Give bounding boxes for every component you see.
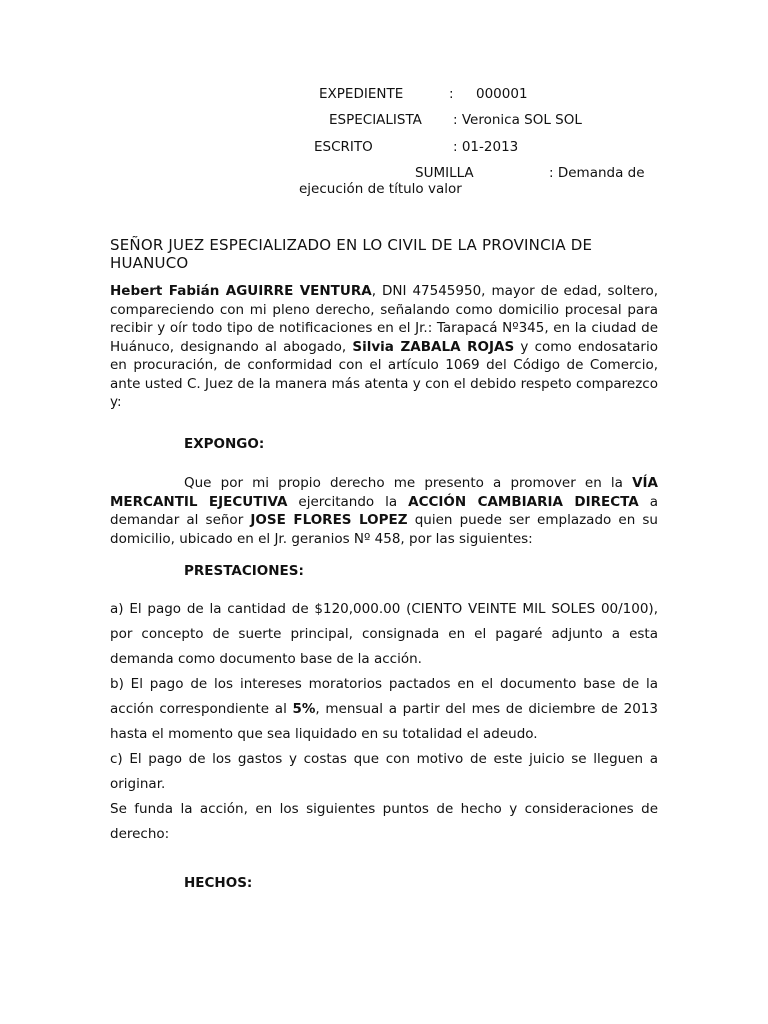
via-mercantil: VÍA MERCANTIL EJECUTIVA bbox=[110, 475, 658, 510]
interest-rate: 5% bbox=[292, 701, 316, 717]
document-title: SEÑOR JUEZ ESPECIALIZADO EN LO CIVIL DE LA PROVINCIA DE HUANUCO bbox=[110, 236, 593, 272]
defendant-name: JOSE FLORES LOPEZ bbox=[250, 512, 408, 528]
hechos-heading: HECHOS: bbox=[184, 875, 253, 891]
accion-cambiaria: ACCIÓN CAMBIARIA DIRECTA bbox=[408, 493, 639, 510]
funda-paragraph: Se funda la acción, en los siguientes puntos de hecho y consideraciones de derecho: bbox=[110, 801, 658, 842]
sumilla-continuation: ejecución de título valor bbox=[299, 181, 462, 197]
prestacion-c: c) El pago de los gastos y costas que con motivo de este juicio se lleguen a originar. bbox=[110, 751, 658, 792]
expongo-paragraph bbox=[110, 474, 658, 548]
prestaciones-heading: PRESTACIONES: bbox=[184, 563, 304, 579]
especialista-label: ESPECIALISTA bbox=[329, 112, 422, 128]
intro-text-1: , DNI 47545950, mayor de edad, soltero, compareciendo con mi pleno derecho, señalando como domicilio procesal para recibir y oír todo tipo de notificaciones en el Jr.: Tarapacá Nº345, en la ciudad de Huánuco, designando al abogado, bbox=[110, 283, 658, 355]
expediente-value: 000001 bbox=[476, 86, 528, 102]
lawyer-name: Silvia ZABALA ROJAS bbox=[352, 338, 515, 355]
expongo-text-3: a demandar al señor bbox=[110, 493, 658, 528]
sumilla-label: SUMILLA bbox=[415, 165, 474, 181]
expediente-separator: : bbox=[449, 86, 454, 102]
escrito-value: : 01-2013 bbox=[453, 139, 519, 155]
expongo-heading: EXPONGO: bbox=[184, 436, 265, 452]
plaintiff-first-name: Hebert Fabián bbox=[110, 283, 226, 299]
prestacion-b bbox=[110, 672, 658, 747]
plaintiff-last-name: AGUIRRE VENTURA bbox=[225, 283, 372, 299]
escrito-label: ESCRITO bbox=[314, 139, 373, 155]
expediente-label: EXPEDIENTE bbox=[319, 86, 404, 102]
prestacion-a: a) El pago de la cantidad de $120,000.00 (CIENTO VEINTE MIL SOLES 00/100), por concepto de suerte principal, consignada en el pagaré adjunto a esta demanda como documento base de la acción. bbox=[110, 601, 658, 667]
expongo-text-2: ejercitando la bbox=[287, 493, 409, 510]
intro-text-2: y como endosatario en procuración, de conformidad con el artículo 1069 del Código de Comercio, ante usted C. Juez de la manera más atenta y con el debido respeto comparezco y: bbox=[110, 338, 658, 410]
expongo-text-1: Que por mi propio derecho me presento a promover en la bbox=[184, 475, 633, 491]
especialista-value: : Veronica SOL SOL bbox=[453, 112, 582, 128]
intro-paragraph bbox=[110, 282, 658, 412]
prestacion-b-text-1: b) El pago de los intereses moratorios pactados en el documento base de la acción correspondiente al bbox=[110, 676, 658, 717]
expongo-text-4: quien puede ser emplazado en su domicilio, ubicado en el Jr. geranios Nº 458, por las siguientes: bbox=[110, 512, 658, 547]
sumilla-value: : Demanda de bbox=[549, 165, 645, 181]
prestacion-b-text-2: , mensual a partir del mes de diciembre de 2013 hasta el momento que sea liquidado en su totalidad el adeudo. bbox=[110, 701, 658, 742]
